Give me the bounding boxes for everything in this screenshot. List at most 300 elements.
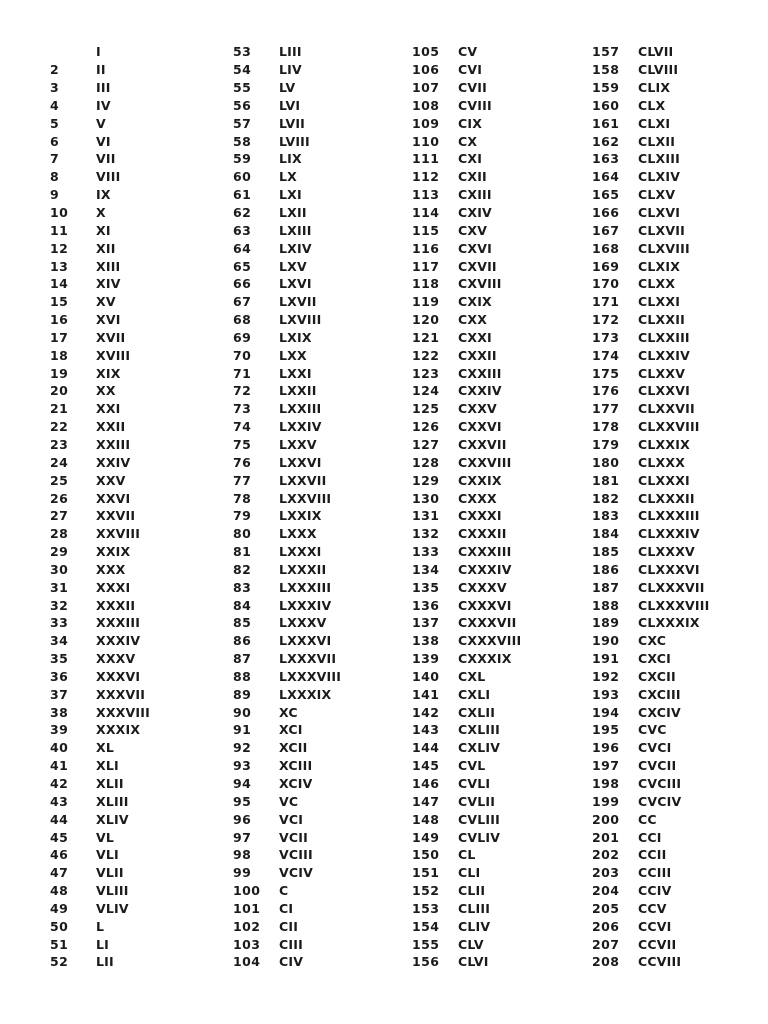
table-row — [592, 400, 768, 418]
roman-numeral: CVCI — [638, 740, 672, 756]
roman-numeral: CXXVIII — [458, 454, 512, 470]
table-row — [412, 489, 592, 507]
table-row — [233, 346, 413, 364]
arabic-number: 71 — [233, 365, 252, 381]
arabic-number: 130 — [412, 490, 440, 506]
roman-numeral: XCII — [279, 740, 308, 756]
arabic-number: 112 — [412, 169, 440, 185]
roman-numeral: I — [96, 44, 101, 60]
roman-numeral: LXI — [279, 187, 302, 203]
arabic-number: 99 — [233, 865, 252, 881]
arabic-number: 193 — [592, 686, 620, 702]
table-row — [412, 703, 592, 721]
arabic-number: 30 — [50, 561, 69, 577]
arabic-number: 128 — [412, 454, 440, 470]
roman-numeral: VL — [96, 829, 115, 845]
table-row — [50, 721, 230, 739]
arabic-number: 34 — [50, 633, 69, 649]
roman-numeral: CIX — [458, 115, 483, 131]
arabic-number: 177 — [592, 401, 620, 417]
arabic-number: 163 — [592, 151, 620, 167]
roman-numeral: XXXIV — [96, 633, 141, 649]
arabic-number: 59 — [233, 151, 252, 167]
table-row — [592, 507, 768, 525]
arabic-number: 14 — [50, 276, 69, 292]
roman-numeral: VLII — [96, 865, 124, 881]
arabic-number: 35 — [50, 651, 69, 667]
table-row — [412, 757, 592, 775]
table-row — [412, 721, 592, 739]
table-row — [233, 578, 413, 596]
table-row — [412, 900, 592, 918]
roman-numeral: CII — [279, 918, 299, 934]
table-row — [412, 614, 592, 632]
table-row — [412, 43, 592, 61]
table-row — [592, 453, 768, 471]
table-row — [412, 650, 592, 668]
roman-numeral: V — [96, 115, 106, 131]
table-row — [592, 543, 768, 561]
roman-numeral: CLXXXV — [638, 544, 695, 560]
roman-numeral: CX — [458, 133, 478, 149]
arabic-number: 142 — [412, 704, 440, 720]
roman-numeral: CLV — [458, 936, 484, 952]
roman-numeral: CLXXIV — [638, 347, 690, 363]
roman-numeral: XCI — [279, 722, 303, 738]
arabic-number: 109 — [412, 115, 440, 131]
roman-numeral: CLVII — [638, 44, 674, 60]
roman-numeral: CLXIX — [638, 258, 681, 274]
arabic-number: 25 — [50, 472, 69, 488]
roman-numeral: CC — [638, 811, 657, 827]
arabic-number: 106 — [412, 62, 440, 78]
roman-numeral: LXIX — [279, 329, 312, 345]
arabic-number: 54 — [233, 62, 252, 78]
table-row — [50, 525, 230, 543]
table-row — [412, 739, 592, 757]
roman-numeral: LXV — [279, 258, 307, 274]
table-row — [592, 132, 768, 150]
table-row — [412, 471, 592, 489]
roman-numeral: CXVIII — [458, 276, 502, 292]
table-row — [592, 596, 768, 614]
roman-numeral: CLXXVI — [638, 383, 690, 399]
table-row — [412, 453, 592, 471]
arabic-number: 24 — [50, 454, 69, 470]
table-row — [50, 632, 230, 650]
table-row — [50, 168, 230, 186]
arabic-number: 148 — [412, 811, 440, 827]
numeral-column-3 — [412, 43, 592, 971]
roman-numeral: CXXVII — [458, 436, 507, 452]
table-row — [412, 668, 592, 686]
table-row — [50, 489, 230, 507]
arabic-number: 18 — [50, 347, 69, 363]
arabic-number: 125 — [412, 401, 440, 417]
roman-numeral: LXXXI — [279, 544, 322, 560]
roman-numeral: CXVI — [458, 240, 492, 256]
arabic-number: 36 — [50, 668, 69, 684]
table-row — [592, 953, 768, 971]
table-row — [50, 560, 230, 578]
table-row — [592, 329, 768, 347]
table-row — [412, 560, 592, 578]
roman-numeral: LIII — [279, 44, 302, 60]
arabic-number: 202 — [592, 847, 620, 863]
roman-numeral: XVI — [96, 312, 121, 328]
arabic-number: 86 — [233, 633, 252, 649]
table-row — [233, 132, 413, 150]
roman-numeral: CCVII — [638, 936, 677, 952]
roman-numeral: XLI — [96, 758, 119, 774]
table-row — [233, 543, 413, 561]
roman-numeral: XLIV — [96, 811, 129, 827]
roman-numeral: CVLIV — [458, 829, 501, 845]
table-row — [50, 917, 230, 935]
roman-numeral: CXCI — [638, 651, 671, 667]
arabic-number: 104 — [233, 954, 261, 970]
arabic-number: 37 — [50, 686, 69, 702]
table-row — [233, 721, 413, 739]
arabic-number: 122 — [412, 347, 440, 363]
roman-numeral: CLIV — [458, 918, 491, 934]
table-row — [233, 311, 413, 329]
roman-numeral: C — [279, 883, 289, 899]
table-row — [233, 900, 413, 918]
arabic-number: 23 — [50, 436, 69, 452]
roman-numeral: CXCIV — [638, 704, 681, 720]
table-row — [233, 614, 413, 632]
arabic-number: 26 — [50, 490, 69, 506]
arabic-number: 152 — [412, 883, 440, 899]
roman-numeral: CXXIX — [458, 472, 502, 488]
table-row — [233, 846, 413, 864]
roman-numeral: XIV — [96, 276, 121, 292]
roman-numeral: CCIV — [638, 883, 672, 899]
table-row — [233, 739, 413, 757]
table-row — [412, 400, 592, 418]
table-row — [412, 275, 592, 293]
table-row — [233, 507, 413, 525]
roman-numeral: LXXIII — [279, 401, 322, 417]
arabic-number: 114 — [412, 205, 440, 221]
table-row — [592, 43, 768, 61]
table-row — [233, 275, 413, 293]
arabic-number: 20 — [50, 383, 69, 399]
arabic-number: 89 — [233, 686, 252, 702]
table-row — [233, 382, 413, 400]
roman-numeral: II — [96, 62, 106, 78]
arabic-number: 69 — [233, 329, 252, 345]
arabic-number: 178 — [592, 419, 620, 435]
table-row — [50, 685, 230, 703]
roman-numeral: CXII — [458, 169, 487, 185]
roman-numeral: CVCIV — [638, 793, 682, 809]
table-row — [592, 578, 768, 596]
arabic-number: 140 — [412, 668, 440, 684]
roman-numeral: LXXXIX — [279, 686, 332, 702]
table-row — [592, 221, 768, 239]
roman-numeral: XXX — [96, 561, 126, 577]
roman-numeral: CLXXIII — [638, 329, 690, 345]
roman-numeral: XXVII — [96, 508, 136, 524]
table-row — [412, 329, 592, 347]
table-row — [50, 846, 230, 864]
roman-numeral: CLXXVII — [638, 401, 695, 417]
arabic-number: 196 — [592, 740, 620, 756]
arabic-number: 91 — [233, 722, 252, 738]
table-row — [592, 917, 768, 935]
arabic-number: 82 — [233, 561, 252, 577]
table-row — [592, 685, 768, 703]
roman-numeral: IV — [96, 97, 111, 113]
arabic-number: 81 — [233, 544, 252, 560]
roman-numeral: X — [96, 205, 106, 221]
arabic-number: 49 — [50, 900, 69, 916]
table-row — [592, 632, 768, 650]
table-row — [233, 757, 413, 775]
roman-numeral: CLXXXVIII — [638, 597, 710, 613]
roman-numeral: CXIV — [458, 205, 492, 221]
arabic-number: 168 — [592, 240, 620, 256]
arabic-number: 100 — [233, 883, 261, 899]
roman-numeral: CXV — [458, 222, 488, 238]
roman-numeral: CL — [458, 847, 476, 863]
arabic-number: 153 — [412, 900, 440, 916]
table-row — [412, 293, 592, 311]
roman-numeral: LXVIII — [279, 312, 322, 328]
roman-numeral: CXXXII — [458, 526, 507, 542]
arabic-number: 51 — [50, 936, 69, 952]
arabic-number: 132 — [412, 526, 440, 542]
arabic-number: 63 — [233, 222, 252, 238]
roman-numeral: CVL — [458, 758, 486, 774]
table-row — [412, 186, 592, 204]
table-row — [50, 221, 230, 239]
roman-numeral: CXCIII — [638, 686, 681, 702]
table-row — [233, 43, 413, 61]
table-row — [592, 275, 768, 293]
table-row — [592, 703, 768, 721]
arabic-number: 120 — [412, 312, 440, 328]
arabic-number: 190 — [592, 633, 620, 649]
table-row — [233, 418, 413, 436]
roman-numeral: VC — [279, 793, 299, 809]
arabic-number: 146 — [412, 776, 440, 792]
table-row — [233, 935, 413, 953]
table-row — [233, 882, 413, 900]
arabic-number: 31 — [50, 579, 69, 595]
table-row — [412, 864, 592, 882]
arabic-number: 208 — [592, 954, 620, 970]
arabic-number: 183 — [592, 508, 620, 524]
roman-numeral: CXXXIII — [458, 544, 512, 560]
arabic-number: 21 — [50, 401, 69, 417]
arabic-number: 7 — [50, 151, 60, 167]
table-row — [50, 596, 230, 614]
roman-numeral: CIV — [279, 954, 304, 970]
table-row — [50, 953, 230, 971]
arabic-number: 68 — [233, 312, 252, 328]
roman-numeral: LXIII — [279, 222, 312, 238]
arabic-number: 135 — [412, 579, 440, 595]
roman-numeral: CLXXXVII — [638, 579, 705, 595]
roman-numeral: CI — [279, 900, 294, 916]
roman-numeral: CLXIII — [638, 151, 680, 167]
arabic-number: 201 — [592, 829, 620, 845]
table-row — [412, 828, 592, 846]
table-row — [412, 364, 592, 382]
arabic-number: 159 — [592, 80, 620, 96]
table-row — [50, 418, 230, 436]
table-row — [592, 775, 768, 793]
table-row — [50, 150, 230, 168]
table-row — [233, 650, 413, 668]
table-row — [233, 114, 413, 132]
roman-numeral: XXV — [96, 472, 126, 488]
roman-numeral: VCIII — [279, 847, 313, 863]
arabic-number: 22 — [50, 419, 69, 435]
roman-numeral: LXXXIV — [279, 597, 332, 613]
table-row — [233, 471, 413, 489]
table-row — [50, 543, 230, 561]
arabic-number: 175 — [592, 365, 620, 381]
table-row — [50, 97, 230, 115]
roman-numeral: XXXVIII — [96, 704, 150, 720]
roman-numeral: CLXXXIII — [638, 508, 700, 524]
arabic-number: 62 — [233, 205, 252, 221]
roman-numeral: XII — [96, 240, 116, 256]
arabic-number: 95 — [233, 793, 252, 809]
arabic-number: 43 — [50, 793, 69, 809]
arabic-number: 179 — [592, 436, 620, 452]
table-row — [50, 43, 230, 61]
roman-numeral: CV — [458, 44, 478, 60]
roman-numeral: XXXIII — [96, 615, 141, 631]
arabic-number: 67 — [233, 294, 252, 310]
arabic-number: 172 — [592, 312, 620, 328]
table-row — [592, 97, 768, 115]
arabic-number: 136 — [412, 597, 440, 613]
table-row — [50, 864, 230, 882]
table-row — [412, 346, 592, 364]
roman-numeral: CXXXVI — [458, 597, 512, 613]
roman-numeral: VI — [96, 133, 111, 149]
roman-numeral: CLXI — [638, 115, 671, 131]
roman-numeral: CLXXVIII — [638, 419, 700, 435]
arabic-number: 157 — [592, 44, 620, 60]
table-row — [50, 810, 230, 828]
roman-numeral: CLXXXI — [638, 472, 690, 488]
roman-numeral: CLXXX — [638, 454, 686, 470]
roman-numeral: CLXXXIV — [638, 526, 700, 542]
table-row — [412, 543, 592, 561]
roman-numeral: LVII — [279, 115, 306, 131]
roman-numeral: VLIV — [96, 900, 129, 916]
table-row — [412, 935, 592, 953]
roman-numeral: LXXXVIII — [279, 668, 342, 684]
arabic-number: 160 — [592, 97, 620, 113]
table-row — [592, 186, 768, 204]
arabic-number: 79 — [233, 508, 252, 524]
arabic-number: 101 — [233, 900, 261, 916]
roman-numeral: CLX — [638, 97, 666, 113]
arabic-number: 97 — [233, 829, 252, 845]
arabic-number: 12 — [50, 240, 69, 256]
table-row — [50, 614, 230, 632]
table-row — [233, 186, 413, 204]
roman-numeral: CXCII — [638, 668, 676, 684]
table-row — [592, 828, 768, 846]
arabic-number: 80 — [233, 526, 252, 542]
table-row — [592, 257, 768, 275]
roman-numeral: XVIII — [96, 347, 131, 363]
arabic-number: 189 — [592, 615, 620, 631]
table-row — [233, 168, 413, 186]
table-row — [50, 257, 230, 275]
table-row — [592, 739, 768, 757]
table-row — [592, 293, 768, 311]
roman-numeral: L — [96, 918, 105, 934]
arabic-number: 46 — [50, 847, 69, 863]
arabic-number: 165 — [592, 187, 620, 203]
table-row — [412, 596, 592, 614]
arabic-number: 187 — [592, 579, 620, 595]
roman-numeral: CXXXI — [458, 508, 502, 524]
table-row — [412, 221, 592, 239]
arabic-number: 84 — [233, 597, 252, 613]
arabic-number: 76 — [233, 454, 252, 470]
roman-numeral: LXII — [279, 205, 307, 221]
arabic-number: 169 — [592, 258, 620, 274]
table-row — [412, 792, 592, 810]
roman-numeral: CCV — [638, 900, 667, 916]
roman-numeral: CLXVII — [638, 222, 685, 238]
roman-numeral: LVIII — [279, 133, 310, 149]
roman-numeral: CXIX — [458, 294, 492, 310]
roman-numeral: CCII — [638, 847, 667, 863]
roman-numeral: LXXI — [279, 365, 312, 381]
table-row — [50, 114, 230, 132]
table-row — [592, 935, 768, 953]
table-row — [50, 900, 230, 918]
numeral-column-2 — [233, 43, 413, 971]
table-row — [50, 578, 230, 596]
roman-numeral: XXIV — [96, 454, 131, 470]
roman-numeral: XV — [96, 294, 116, 310]
table-row — [233, 775, 413, 793]
table-row — [592, 79, 768, 97]
arabic-number: 156 — [412, 954, 440, 970]
roman-numeral: CVC — [638, 722, 667, 738]
arabic-number: 60 — [233, 169, 252, 185]
table-row — [233, 293, 413, 311]
arabic-number: 191 — [592, 651, 620, 667]
roman-numeral: CXLI — [458, 686, 491, 702]
table-row — [412, 810, 592, 828]
roman-numeral: CLXXXIX — [638, 615, 700, 631]
table-row — [592, 668, 768, 686]
roman-numeral: CLXX — [638, 276, 676, 292]
roman-numeral: XIII — [96, 258, 121, 274]
arabic-number: 74 — [233, 419, 252, 435]
arabic-number: 206 — [592, 918, 620, 934]
roman-numeral: CXXIV — [458, 383, 502, 399]
arabic-number: 3 — [50, 80, 60, 96]
arabic-number: 162 — [592, 133, 620, 149]
roman-numeral: LXXVI — [279, 454, 322, 470]
roman-numeral: VCI — [279, 811, 304, 827]
